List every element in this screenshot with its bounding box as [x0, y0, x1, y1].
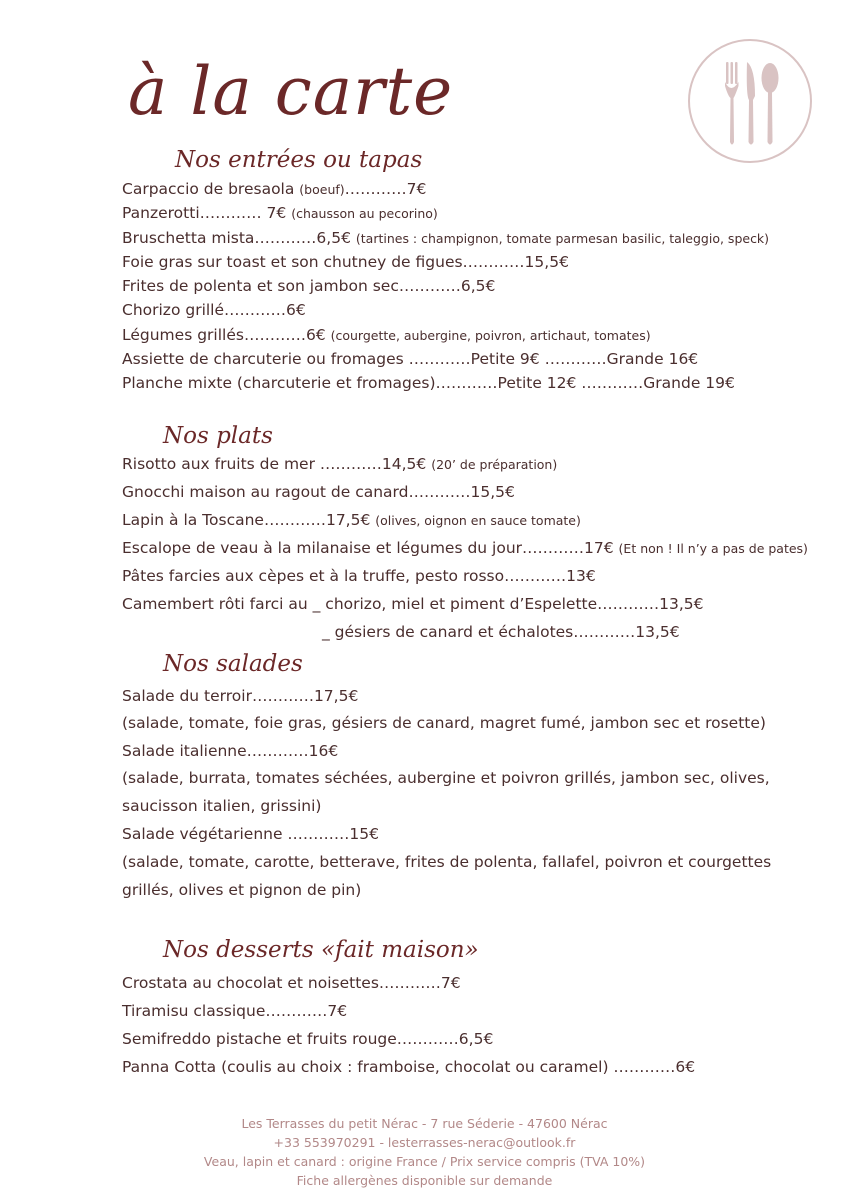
section-title-desserts: Nos desserts «fait maison»	[163, 937, 479, 963]
menu-item-description: (salade, tomate, carotte, betterave, frites de polenta, fallafel, poivron et courgettes	[122, 853, 772, 871]
menu-item: Salade italienne…………16€	[122, 742, 339, 760]
menu-title: à la carte	[128, 53, 454, 130]
cutlery-icon	[687, 38, 813, 164]
menu-item: Panna Cotta (coulis au choix : framboise, chocolat ou caramel) …………6€	[122, 1058, 696, 1076]
menu-item: Crostata au chocolat et noisettes…………7€	[122, 974, 461, 992]
menu-item: _ gésiers de canard et échalotes…………13,5€	[322, 623, 680, 641]
menu-item: Panzerotti………… 7€ (chausson au pecorino)	[122, 204, 438, 222]
section-title-salades: Nos salades	[163, 651, 303, 677]
menu-item: Salade du terroir…………17,5€	[122, 687, 359, 705]
menu-item: Chorizo grillé…………6€	[122, 301, 306, 319]
footer-origin-note: Veau, lapin et canard : origine France / Prix service compris (TVA 10%)	[203, 1154, 646, 1169]
menu-item-description: (salade, burrata, tomates séchées, aubergine et poivron grillés, jambon sec, olives,	[122, 769, 770, 787]
menu-item: Semifreddo pistache et fruits rouge…………6,5€	[122, 1030, 494, 1048]
menu-item-description: (salade, tomate, foie gras, gésiers de canard, magret fumé, jambon sec et rosette)	[122, 714, 766, 732]
menu-item: Bruschetta mista…………6,5€ (tartines : champignon, tomate parmesan basilic, taleggio, speck)	[122, 229, 770, 247]
footer-contact: +33 553970291 - lesterrasses-nerac@outlook.fr	[273, 1135, 576, 1150]
menu-item: Camembert rôti farci au _ chorizo, miel et piment d’Espelette…………13,5€	[122, 595, 704, 613]
section-title-entrees: Nos entrées ou tapas	[175, 147, 423, 173]
section-title-plats: Nos plats	[163, 423, 273, 449]
footer-address: Les Terrasses du petit Nérac - 7 rue Séderie - 47600 Nérac	[241, 1116, 608, 1131]
menu-item: Pâtes farcies aux cèpes et à la truffe, pesto rosso…………13€	[122, 567, 596, 585]
menu-item: Tiramisu classique…………7€	[122, 1002, 348, 1020]
menu-item: Gnocchi maison au ragout de canard…………15,5€	[122, 483, 515, 501]
menu-item: Risotto aux fruits de mer …………14,5€ (20’ de préparation)	[122, 455, 558, 473]
footer-allergens-note: Fiche allergènes disponible sur demande	[296, 1173, 553, 1188]
menu-item-description: grillés, olives et pignon de pin)	[122, 881, 362, 899]
menu-item: Planche mixte (charcuterie et fromages)…………Petite 12€ …………Grande 19€	[122, 374, 735, 392]
menu-item-description: saucisson italien, grissini)	[122, 797, 322, 815]
menu-item: Escalope de veau à la milanaise et légumes du jour…………17€ (Et non ! Il n’y a pas de pates)	[122, 539, 808, 557]
menu-item: Lapin à la Toscane…………17,5€ (olives, oignon en sauce tomate)	[122, 511, 581, 529]
menu-item: Foie gras sur toast et son chutney de figues…………15,5€	[122, 253, 569, 271]
menu-item: Frites de polenta et son jambon sec…………6,5€	[122, 277, 496, 295]
menu-item: Légumes grillés…………6€ (courgette, aubergine, poivron, artichaut, tomates)	[122, 326, 651, 344]
menu-item: Assiette de charcuterie ou fromages …………Petite 9€ …………Grande 16€	[122, 350, 699, 368]
menu-item: Carpaccio de bresaola (boeuf)…………7€	[122, 180, 427, 198]
menu-item: Salade végétarienne …………15€	[122, 825, 380, 843]
